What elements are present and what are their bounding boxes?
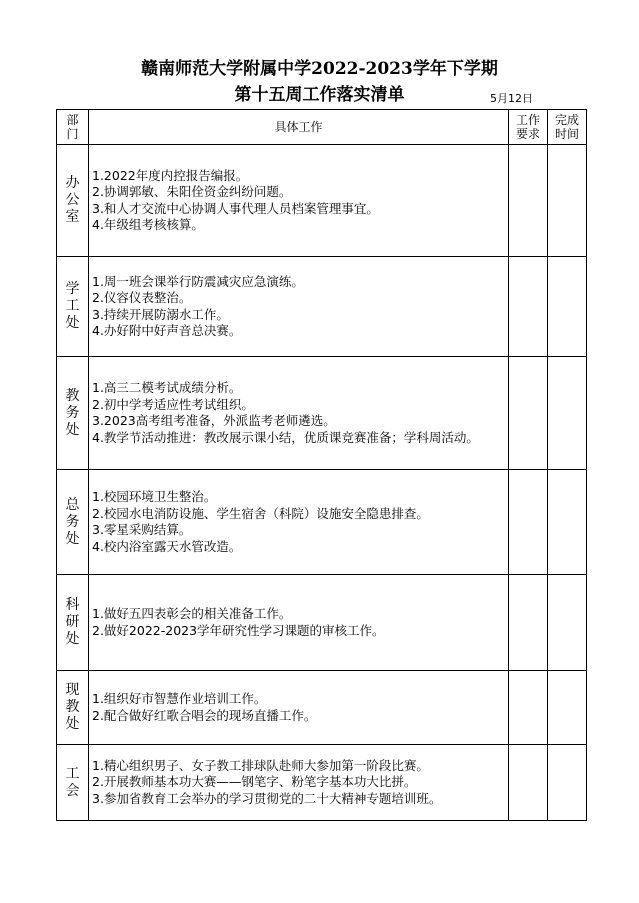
document-date: 5月12日 [490,92,533,105]
document-subtitle: 第十五周工作落实清单 [234,85,405,105]
completion-cell [548,257,587,357]
department-name: 科研处 [65,597,80,647]
task-item: 3.零星采购结算。 [92,522,192,537]
task-item: 2.校园水电消防设施、学生宿舍（科院）设施安全隐患排查。 [92,505,429,521]
task-item: 2.开展教师基本功大赛——钢笔字、粉笔字基本功大比拼。 [92,774,417,790]
tasks-cell [89,671,509,745]
requirement-cell [509,470,548,575]
tasks-cell [89,575,509,671]
department-name: 学工处 [65,281,80,331]
task-item: 4.校内浴室露天水管改造。 [92,538,242,554]
tasks-cell [89,357,509,470]
task-item: 4.办好附中好声音总决赛。 [92,323,242,338]
table-row [57,257,587,357]
department-cell [57,470,89,575]
task-item: 2.做好2022-2023学年研究性学习课题的审核工作。 [92,622,385,638]
task-item: 4.年级组考核核算。 [92,217,204,232]
table-row [57,357,587,470]
tasks-cell [89,470,509,575]
task-item: 2.初中学考适应性考试组织。 [92,396,254,412]
department-cell [57,257,89,357]
requirement-cell [509,671,548,745]
department-name: 办公室 [65,175,80,225]
department-cell [57,145,89,257]
requirement-cell [509,745,548,821]
task-item: 1.周一班会课举行防震减灾应急演练。 [92,273,304,289]
department-name: 总务处 [65,496,80,547]
task-item: 1.校园环境卫生整治。 [92,489,217,504]
column-header-requirement: 工作要求 [509,110,548,145]
tasks-cell [89,257,509,357]
department-cell [57,575,89,671]
completion-cell [548,470,587,575]
task-item: 4.教学节活动推进：教改展示课小结，优质课竞赛准备；学科周活动。 [92,429,479,445]
task-item: 1.组织好市智慧作业培训工作。 [92,691,267,706]
department-cell [57,745,89,821]
column-header-work: 具体工作 [89,110,509,145]
column-header-dept: 部门 [57,110,89,145]
tasks-cell [89,745,509,821]
task-item: 1.精心组织男子、女子教工排球队赴师大参加第一阶段比赛。 [92,757,429,773]
task-item: 1.做好五四表彰会的相关准备工作。 [92,606,292,621]
requirement-cell [509,257,548,357]
table-header-row [57,110,587,145]
task-item: 1.2022年度内控报告编报。 [92,167,249,183]
completion-cell [548,575,587,671]
tasks-cell [89,145,509,257]
task-item: 2.配合做好红歌合唱会的现场直播工作。 [92,707,317,723]
table-row [57,671,587,745]
completion-cell [548,745,587,821]
requirement-cell [509,357,548,470]
table-row [57,575,587,671]
task-item: 3.和人才交流中心协调人事代理人员档案管理事宜。 [92,200,379,216]
department-name: 现教处 [65,682,80,732]
requirement-cell [509,575,548,671]
document-title: 赣南师范大学附属中学2022-2023学年下学期 [141,59,498,79]
task-item: 3.持续开展防溺水工作。 [92,306,229,322]
completion-cell [548,145,587,257]
task-item: 3.参加省教育工会举办的学习贯彻党的二十大精神专题培训班。 [92,790,442,806]
table-row [57,470,587,575]
task-item: 1.高三二模考试成绩分析。 [92,380,242,395]
requirement-cell [509,145,548,257]
task-item: 3.2023高考组考准备，外派监考老师遴选。 [92,413,336,428]
department-name: 教务处 [65,387,80,438]
department-cell [57,671,89,745]
department-name: 工会 [65,765,80,799]
task-item: 2.仪容仪表整治。 [92,290,192,305]
task-item: 2.协调郭敏、朱阳佺资金纠纷问题。 [92,184,292,199]
department-cell [57,357,89,470]
table-row [57,145,587,257]
table-row [57,745,587,821]
work-checklist-table [56,109,587,821]
completion-cell [548,357,587,470]
column-header-completion: 完成时间 [548,110,587,145]
completion-cell [548,671,587,745]
